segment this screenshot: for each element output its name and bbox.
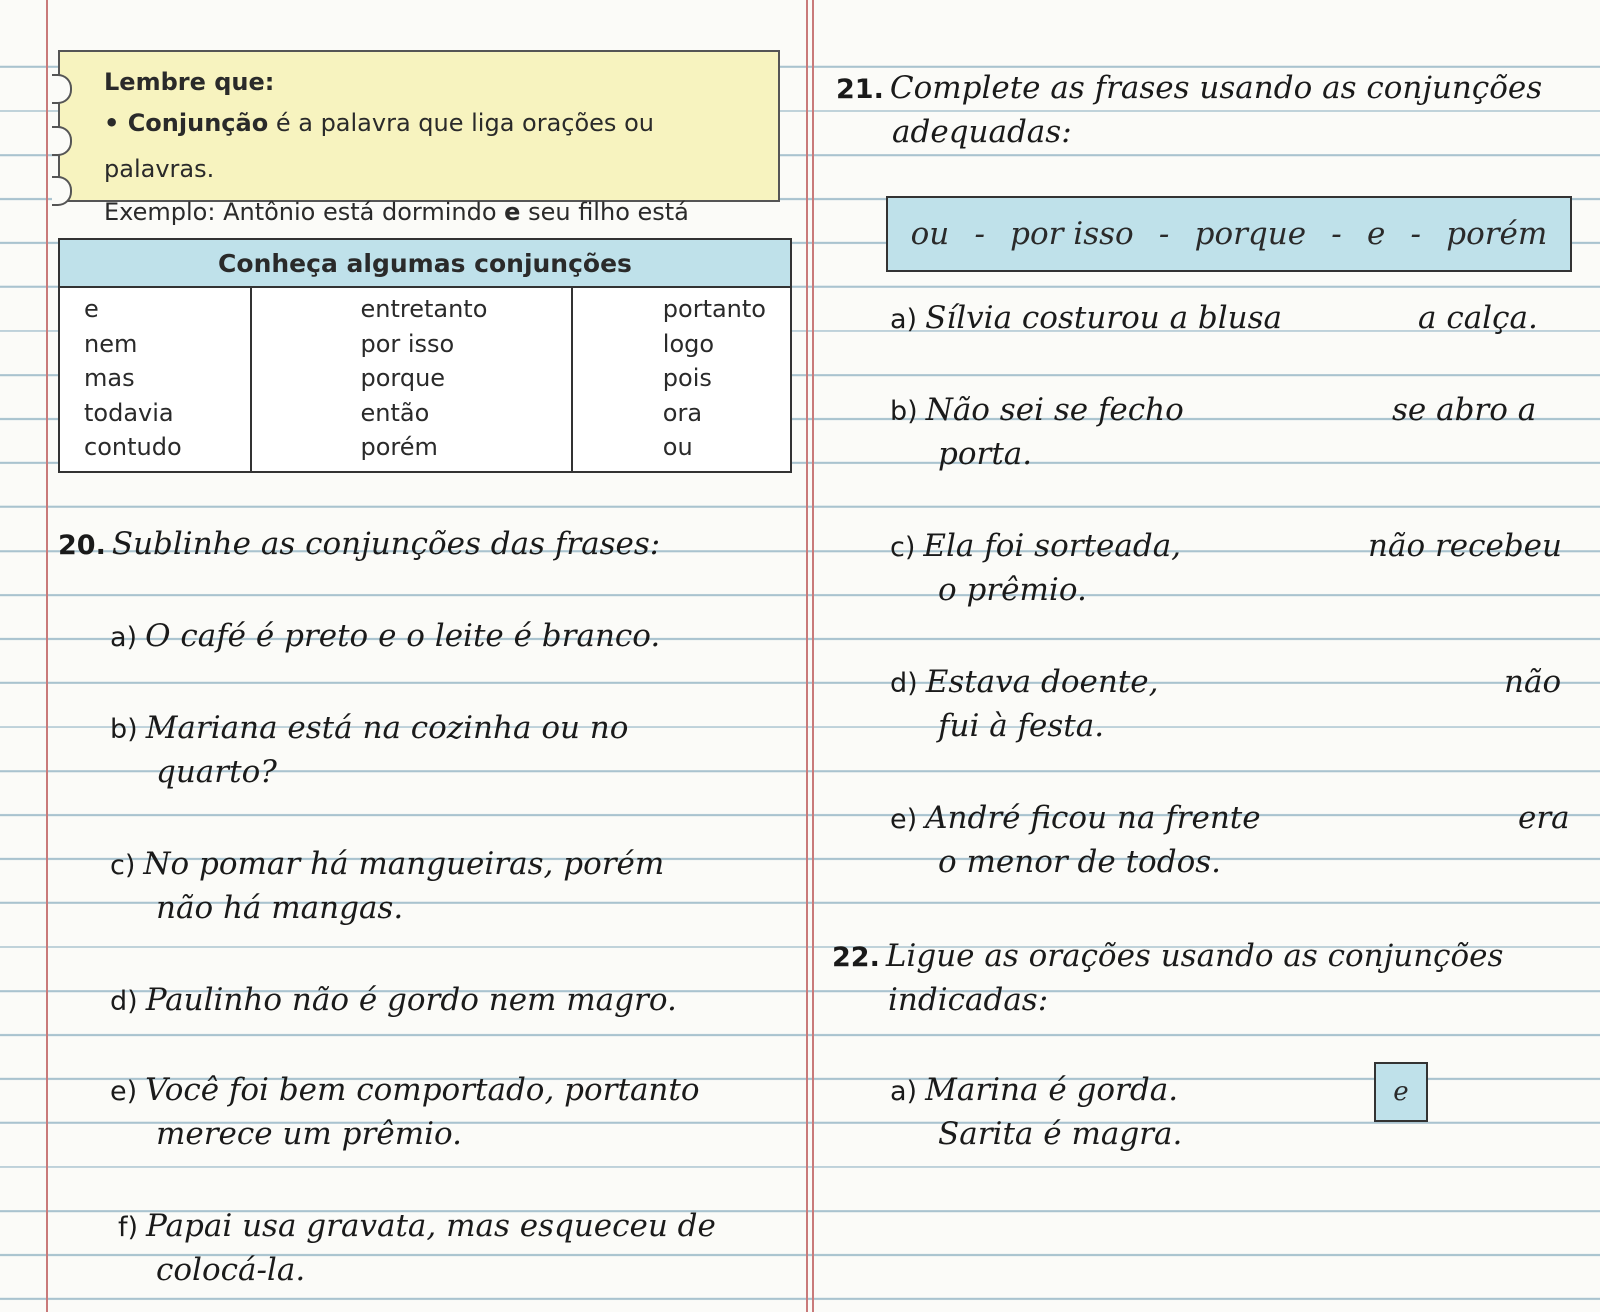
item-text: Papai usa gravata, mas esqueceu de bbox=[146, 1208, 716, 1244]
item-text-left: Ela foi sorteada, bbox=[923, 528, 1182, 564]
q21-number: 21. bbox=[836, 74, 884, 105]
item-text-left: Estava doente, bbox=[925, 664, 1159, 700]
q20-title bbox=[58, 526, 660, 562]
item-letter: b) bbox=[110, 714, 138, 745]
conjunctions-table bbox=[58, 238, 792, 473]
q21-item-e-right: era bbox=[1518, 800, 1570, 836]
q22-item-a bbox=[890, 1072, 1178, 1108]
item-text: Mariana está na cozinha ou no bbox=[145, 710, 629, 746]
item-letter: b) bbox=[890, 396, 918, 427]
q21-item-c-line2: o prêmio. bbox=[938, 572, 1087, 608]
option-por-isso: por isso bbox=[1010, 216, 1134, 252]
q20-number: 20. bbox=[58, 530, 106, 561]
q21-item-a bbox=[890, 300, 1282, 336]
lembre-definition bbox=[104, 100, 758, 192]
table-col-2 bbox=[251, 287, 571, 472]
option-sep: - bbox=[1158, 216, 1170, 252]
q22-instruction-line1: Ligue as orações usando as conjunções bbox=[885, 938, 1504, 974]
item-text-left: Sílvia costurou a blusa bbox=[925, 300, 1283, 336]
q20-item-b-line2: quarto? bbox=[156, 754, 277, 790]
table-cell: contudo bbox=[84, 433, 182, 461]
lembre-que-box bbox=[58, 50, 780, 226]
q21-options-banner bbox=[886, 196, 1572, 272]
table-cell: então bbox=[360, 398, 430, 427]
table-col-3 bbox=[572, 287, 791, 472]
table-cell: portanto bbox=[662, 295, 766, 323]
q22-conjunction-box: e bbox=[1374, 1062, 1428, 1122]
item-letter: f) bbox=[118, 1212, 139, 1243]
q21-item-e bbox=[890, 800, 1261, 836]
binder-notch bbox=[52, 126, 72, 156]
item-text: O café é preto e o leite é branco. bbox=[145, 618, 661, 654]
table-cell: pois bbox=[662, 364, 712, 392]
q21-item-b-right: se abro a bbox=[1392, 392, 1537, 428]
table-cell: mas bbox=[84, 364, 135, 392]
table-cell: ou bbox=[662, 433, 693, 461]
binder-notch bbox=[52, 74, 72, 104]
q22-number: 22. bbox=[832, 942, 880, 973]
item-text: No pomar há mangueiras, porém bbox=[143, 846, 665, 882]
center-margin-line bbox=[806, 0, 808, 1312]
table-cell: ora bbox=[662, 398, 703, 427]
example-pre: Exemplo: Antônio está dormindo bbox=[104, 198, 505, 226]
lembre-bullet-text: é a palavra que liga orações ou palavras. bbox=[104, 109, 654, 183]
q22-item-a-line2: Sarita é magra. bbox=[938, 1116, 1183, 1152]
item-text: Paulinho não é gordo nem magro. bbox=[145, 982, 677, 1018]
q21-item-d-line2: fui à festa. bbox=[938, 708, 1105, 744]
item-letter: a) bbox=[890, 304, 918, 335]
table-header: Conheça algumas conjunções bbox=[59, 239, 791, 287]
q21-item-b-line2: porta. bbox=[938, 436, 1033, 472]
q20-item-b bbox=[110, 710, 628, 746]
center-margin-line-2 bbox=[812, 0, 814, 1312]
item-letter: e) bbox=[110, 1076, 138, 1107]
item-letter: a) bbox=[890, 1076, 918, 1107]
table-col-1 bbox=[59, 287, 251, 472]
table-cell: entretanto bbox=[360, 295, 488, 323]
q21-item-b bbox=[890, 392, 1184, 428]
item-letter: a) bbox=[110, 622, 138, 653]
q20-item-a bbox=[110, 618, 660, 654]
q21-item-e-line2: o menor de todos. bbox=[938, 844, 1221, 880]
option-sep: - bbox=[1331, 216, 1342, 252]
q21-item-d-right: não bbox=[1504, 664, 1562, 700]
q20-item-f-line2: colocá-la. bbox=[156, 1252, 306, 1288]
q20-item-f bbox=[118, 1208, 716, 1244]
item-text-left: André ficou na frente bbox=[925, 800, 1261, 836]
table-cell: logo bbox=[662, 329, 715, 358]
q20-item-c bbox=[110, 846, 664, 882]
table-cell: todavia bbox=[84, 398, 174, 427]
q22-title bbox=[832, 938, 1503, 974]
option-sep: - bbox=[1410, 216, 1422, 252]
item-text-left: Não sei se fecho bbox=[925, 392, 1184, 428]
q21-item-c-right: não recebeu bbox=[1368, 528, 1562, 564]
table-cell: e bbox=[84, 295, 99, 323]
table-cell: porém bbox=[360, 433, 438, 461]
q22-instruction-line2: indicadas: bbox=[888, 982, 1049, 1018]
lembre-bullet-term: • Conjunção bbox=[104, 109, 269, 137]
option-ou: ou bbox=[910, 216, 950, 252]
binder-notch bbox=[52, 176, 72, 206]
q20-item-e-line2: merece um prêmio. bbox=[156, 1116, 462, 1152]
q20-item-d bbox=[110, 982, 677, 1018]
option-porque: porque bbox=[1194, 216, 1307, 252]
q21-item-c bbox=[890, 528, 1181, 564]
table-cell: nem bbox=[84, 329, 138, 358]
q20-item-c-line2: não há mangas. bbox=[156, 890, 404, 926]
item-letter: c) bbox=[110, 850, 136, 881]
option-sep: - bbox=[974, 216, 985, 252]
example-conj: e bbox=[504, 198, 521, 226]
option-e: e bbox=[1366, 216, 1386, 252]
q21-instruction-line2: adequadas: bbox=[892, 114, 1072, 150]
table-cell: por isso bbox=[360, 329, 455, 358]
lembre-title: Lembre que: bbox=[104, 68, 275, 96]
q20-item-e bbox=[110, 1072, 700, 1108]
q21-item-d bbox=[890, 664, 1159, 700]
table-cell: porque bbox=[360, 364, 446, 392]
item-letter: c) bbox=[890, 532, 916, 563]
q21-instruction-line1: Complete as frases usando as conjunções bbox=[889, 70, 1543, 106]
item-text: Você foi bem comportado, portanto bbox=[145, 1072, 700, 1108]
q20-instruction: Sublinhe as conjunções das frases: bbox=[111, 526, 661, 562]
item-letter: d) bbox=[110, 986, 138, 1017]
item-text: Marina é gorda. bbox=[925, 1072, 1179, 1108]
item-letter: d) bbox=[890, 668, 918, 699]
item-letter: e) bbox=[890, 804, 918, 835]
q21-item-a-right: a calça. bbox=[1418, 300, 1538, 336]
example-post: seu filho está bbox=[528, 198, 689, 226]
option-porem: porém bbox=[1446, 216, 1548, 252]
q21-title bbox=[836, 70, 1542, 106]
left-margin-line bbox=[46, 0, 48, 1312]
